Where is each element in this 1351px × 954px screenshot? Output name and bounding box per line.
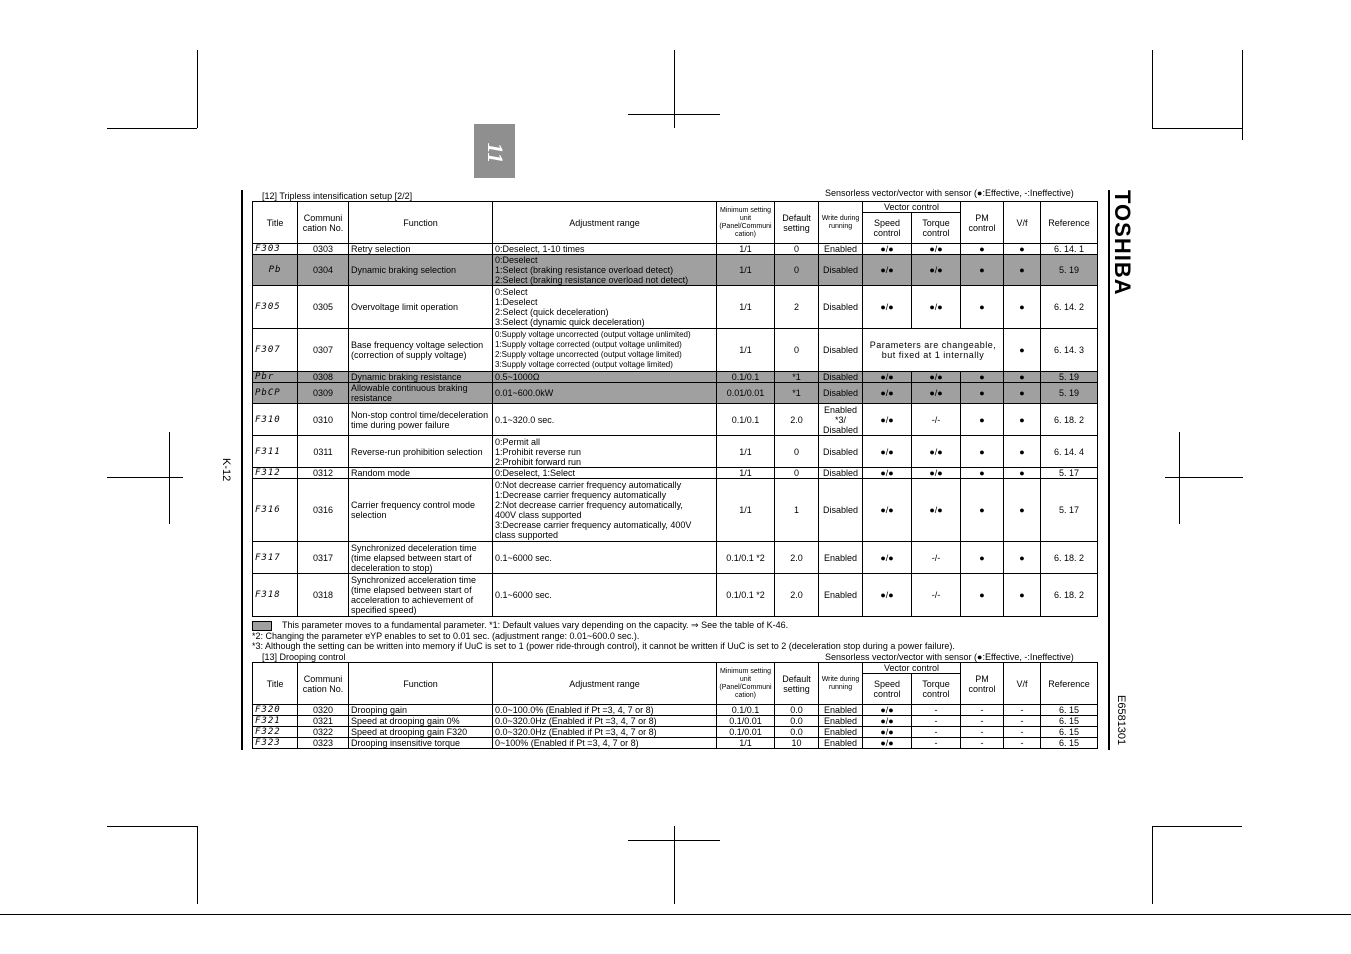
col-vector: Vector control xyxy=(863,202,961,213)
col-range: Adjustment range xyxy=(493,202,717,244)
col-function: Function xyxy=(349,202,493,244)
table-row: F312 0312 Random mode 0:Deselect, 1:Select 1/1 0 Disabled ●/● ●/● ● ● 5. 17 xyxy=(253,468,1098,479)
doc-id: E6581301 xyxy=(1115,695,1127,746)
table-row: F316 0316 Carrier frequency control mode selection 0:Not decrease carrier frequency automatically 1:Decrease carrier frequency automatically 2:Not decrease carrier frequency automatically, 400V class supported 3:Decrease carrier frequency automatically, 400V class supported 1/1 1 Disabled ●/● ●/● ● ● 5. 17 xyxy=(253,479,1098,542)
col-pm: PM control xyxy=(961,202,1004,244)
col-title: Title xyxy=(253,202,298,244)
col-torque: Torque control xyxy=(912,674,961,705)
parameter-table-12 xyxy=(252,201,1098,617)
col-range: Adjustment range xyxy=(493,663,717,705)
col-speed: Speed control xyxy=(863,674,912,705)
highlight-swatch xyxy=(252,621,272,631)
table-row: F321 0321 Speed at drooping gain 0% 0.0~320.0Hz (Enabled if Pt =3, 4, 7 or 8) 0.1/0.01 0.0 Enabled ●/● - - - 6. 15 xyxy=(253,716,1098,727)
table-row: PbCP 0309 Allowable continuous braking resistance 0.01~600.0kW 0.01/0.01 *1 Disabled ●/● ●/● ● ● 5. 19 xyxy=(253,383,1098,404)
table2-caption: [13] Drooping control xyxy=(262,652,346,662)
table-row: Pbr 0308 Dynamic braking resistance 0.5~1000Ω 0.1/0.1 *1 Disabled ●/● ●/● ● ● 5. 19 xyxy=(253,372,1098,383)
table-row: F317 0317 Synchronized deceleration time (time elapsed between start of deceleration to stop) 0.1~6000 sec. 0.1/0.1 *2 2.0 Enabled ●/● -/- ● ● 6. 18. 2 xyxy=(253,542,1098,574)
footnote-2: *2: Changing the parameter ɐYP enables to set to 0.01 sec. (adjustment range: 0.01~600.0 sec.). xyxy=(252,631,640,641)
col-vf: V/f xyxy=(1004,202,1041,244)
page-number: K-12 xyxy=(220,458,232,482)
col-ref: Reference xyxy=(1041,202,1098,244)
col-vf: V/f xyxy=(1004,663,1041,705)
col-comm: Communi cation No. xyxy=(298,663,349,705)
footnote-3: *3: Although the setting can be written into memory if UuC is set to 1 (power ride-through control), it cannot be written if UuC is set to 2 (deceleration stop during a power failure). xyxy=(252,641,955,651)
col-write: Write during running xyxy=(819,202,863,244)
table-row: F318 0318 Synchronized acceleration time (time elapsed between start of acceleration to achievement of specified speed) 0.1~6000 sec. 0.1/0.1 *2 2.0 Enabled ●/● -/- ● ● 6. 18. 2 xyxy=(253,574,1098,617)
table-row: F305 0305 Overvoltage limit operation 0:Select 1:Deselect 2:Select (quick deceleration) 3:Select (dynamic quick deceleration) 1/1 2 Disabled ●/● ●/● ● ● 6. 14. 2 xyxy=(253,286,1098,329)
col-title: Title xyxy=(253,663,298,705)
col-function: Function xyxy=(349,663,493,705)
col-comm: Communi cation No. xyxy=(298,202,349,244)
table1-caption: [12] Tripless intensification setup [2/2] xyxy=(262,191,413,201)
table-row: F311 0311 Reverse-run prohibition selection 0:Permit all 1:Prohibit reverse run 2:Prohibit forward run 1/1 0 Disabled ●/● ●/● ● ● 6. 14. 4 xyxy=(253,436,1098,468)
table-row: F310 0310 Non-stop control time/deceleration time during power failure 0.1~320.0 sec. 0.1/0.1 2.0 Enabled *3/ Disabled ●/● -/- ● ● 6. 18. 2 xyxy=(253,404,1098,436)
legend-note: This parameter moves to a fundamental parameter. *1: Default values vary depending on the capacity. ⇒ See the table of K-46. xyxy=(252,620,788,631)
table-row: F322 0322 Speed at drooping gain F320 0.0~320.0Hz (Enabled if Pt =3, 4, 7 or 8) 0.1/0.01 0.0 Enabled ●/● - - - 6. 15 xyxy=(253,727,1098,738)
table-row: F303 0303 Retry selection 0:Deselect, 1-10 times 1/1 0 Enabled ●/● ●/● ● ● 6. 14. 1 xyxy=(253,244,1098,255)
col-torque: Torque control xyxy=(912,213,961,244)
table-row: F323 0323 Drooping insensitive torque 0~100% (Enabled if Pt =3, 4, 7 or 8) 1/1 10 Enabled ●/● - - - 6. 15 xyxy=(253,738,1098,749)
section-tab: 11 xyxy=(474,124,515,178)
parameter-table-13 xyxy=(252,662,1098,749)
table-row: Pb 0304 Dynamic braking selection 0:Deselect 1:Select (braking resistance overload detect) 2:Select (braking resistance overload not detect) 1/1 0 Disabled ●/● ●/● ● ● 5. 19 xyxy=(253,255,1098,286)
col-pm: PM control xyxy=(961,663,1004,705)
left-rule xyxy=(241,190,243,750)
col-min-unit: Minimum setting unit (Panel/Communi cation) xyxy=(717,663,775,705)
table-row: F307 0307 Base frequency voltage selection (correction of supply voltage) 0:Supply voltage uncorrected (output voltage unlimited) 1:Supply voltage corrected (output voltage unlimited) 2:Supply voltage uncorrected (output voltage limited) 3:Supply voltage corrected (output voltage limited) 1/1 0 Disabled Parameters are changeable, but fixed at 1 internally ● 6. 14. 3 xyxy=(253,329,1098,372)
table1-legend: Sensorless vector/vector with sensor (●:Effective, -:Ineffective) xyxy=(825,188,1074,198)
brand-logo: TOSHIBA xyxy=(1110,190,1135,296)
col-ref: Reference xyxy=(1041,663,1098,705)
col-default: Default setting xyxy=(775,663,819,705)
col-min-unit: Minimum setting unit (Panel/Communi cation) xyxy=(717,202,775,244)
col-write: Write during running xyxy=(819,663,863,705)
table2-legend: Sensorless vector/vector with sensor (●:Effective, -:Ineffective) xyxy=(825,652,1074,662)
col-default: Default setting xyxy=(775,202,819,244)
col-speed: Speed control xyxy=(863,213,912,244)
col-vector: Vector control xyxy=(863,663,961,674)
table-row: F320 0320 Drooping gain 0.0~100.0% (Enabled if Pt =3, 4, 7 or 8) 0.1/0.1 0.0 Enabled ●/● - - - 6. 15 xyxy=(253,705,1098,716)
